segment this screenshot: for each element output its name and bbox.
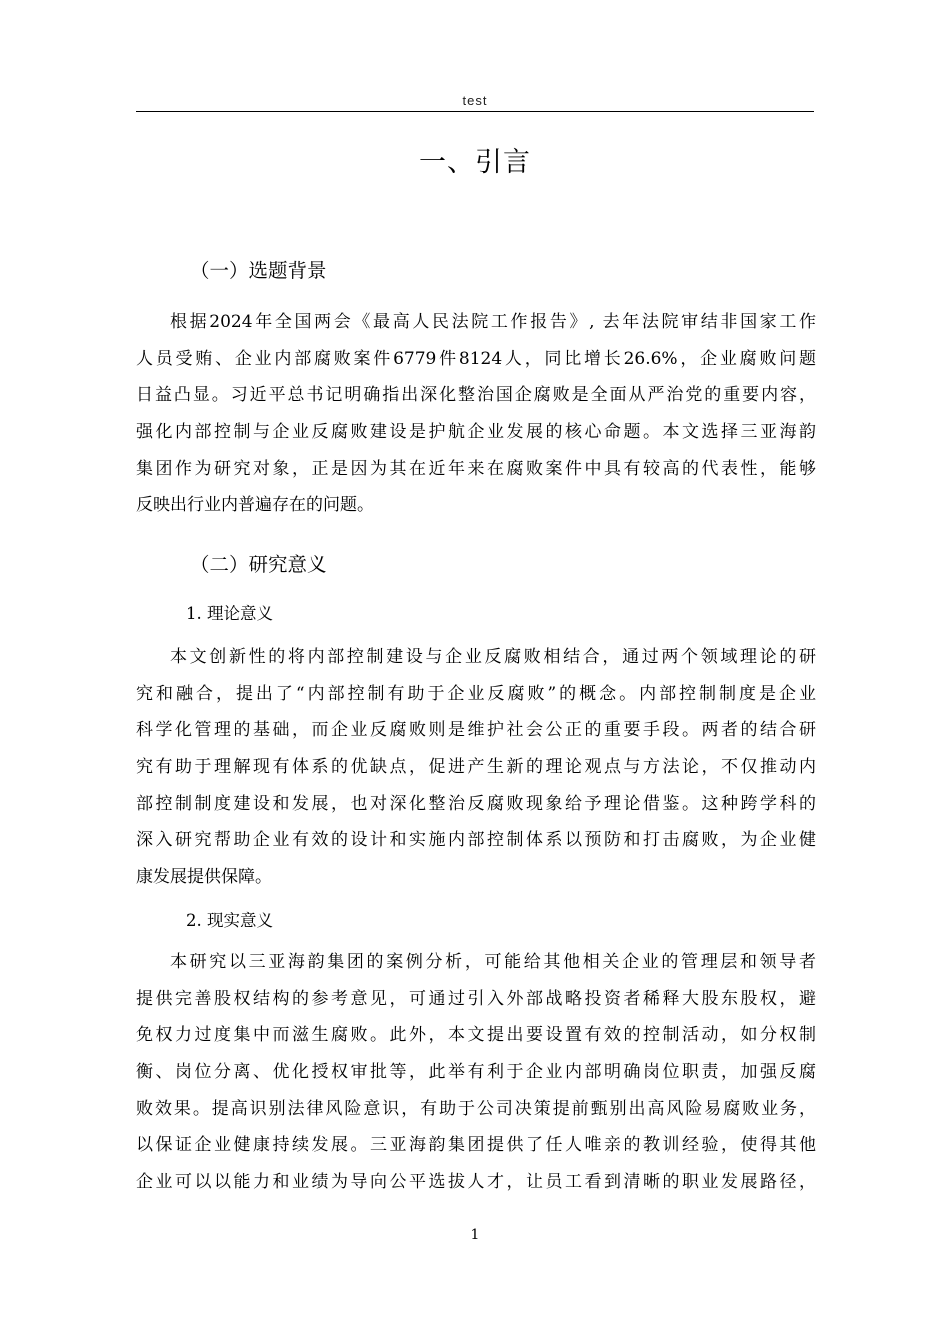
text-line: 衡、岗位分离、优化授权审批等，此举有利于企业内部明确岗位职责，加强反腐 (136, 1062, 816, 1083)
section-heading-significance: （二）研究意义 (190, 553, 327, 576)
text-line: 强化内部控制与企业反腐败建设是护航企业发展的核心命题。本文选择三亚海韵 (136, 422, 816, 443)
page-number: 1 (470, 1227, 480, 1243)
text-line: 究有助于理解现有体系的优缺点，促进产生新的理论观点与方法论，不仅推动内 (136, 757, 816, 778)
paragraph-background (136, 304, 816, 524)
text-line: 反映出行业内普遍存在的问题。 (136, 495, 374, 516)
text-line: 部控制制度建设和发展，也对深化整治反腐败现象给予理论借鉴。这种跨学科的 (136, 793, 816, 814)
text-line: 康发展提供保障。 (136, 867, 272, 888)
subsection-heading-practice: 2. 现实意义 (186, 911, 273, 930)
paragraph-theory (136, 639, 816, 896)
text-line: 企业可以以能力和业绩为导向公平选拔人才，让员工看到清晰的职业发展路径， (136, 1172, 816, 1193)
header-divider (136, 111, 814, 112)
text-line: 科学化管理的基础，而企业反腐败则是维护社会公正的重要手段。两者的结合研 (136, 720, 816, 741)
text-line: 究和融合，提出了“内部控制有助于企业反腐败”的概念。内部控制制度是企业 (136, 683, 816, 704)
text-line: 人员受贿、企业内部腐败案件6779件8124人，同比增长26.6%，企业腐败问题 (136, 348, 816, 369)
text-line: 免权力过度集中而滋生腐败。此外，本文提出要设置有效的控制活动，如分权制 (136, 1025, 816, 1046)
text-line: 以保证企业健康持续发展。三亚海韵集团提供了任人唯亲的教训经验，使得其他 (136, 1135, 816, 1156)
text-line: 集团作为研究对象，正是因为其在近年来在腐败案件中具有较高的代表性，能够 (136, 458, 816, 479)
text-line: 深入研究帮助企业有效的设计和实施内部控制体系以预防和打击腐败，为企业健 (136, 830, 816, 851)
text-line: 日益凸显。习近平总书记明确指出深化整治国企腐败是全面从严治党的重要内容， (136, 385, 816, 406)
subsection-heading-theory: 1. 理论意义 (186, 604, 273, 623)
text-line: 败效果。提高识别法律风险意识，有助于公司决策提前甄别出高风险易腐败业务， (136, 1098, 816, 1119)
section-heading-background: （一）选题背景 (190, 259, 327, 282)
text-line: 本文创新性的将内部控制建设与企业反腐败相结合，通过两个领域理论的研 (170, 647, 816, 667)
text-line: 根据2024年全国两会《最高人民法院工作报告》, 去年法院审结非国家工作 (170, 312, 816, 332)
page-header: test (462, 93, 488, 108)
chapter-title: 一、引言 (419, 147, 531, 178)
text-line: 提供完善股权结构的参考意见，可通过引入外部战略投资者稀释大股东股权，避 (136, 988, 816, 1009)
paragraph-practice (136, 944, 816, 1201)
text-line: 本研究以三亚海韵集团的案例分析，可能给其他相关企业的管理层和领导者 (170, 952, 816, 972)
